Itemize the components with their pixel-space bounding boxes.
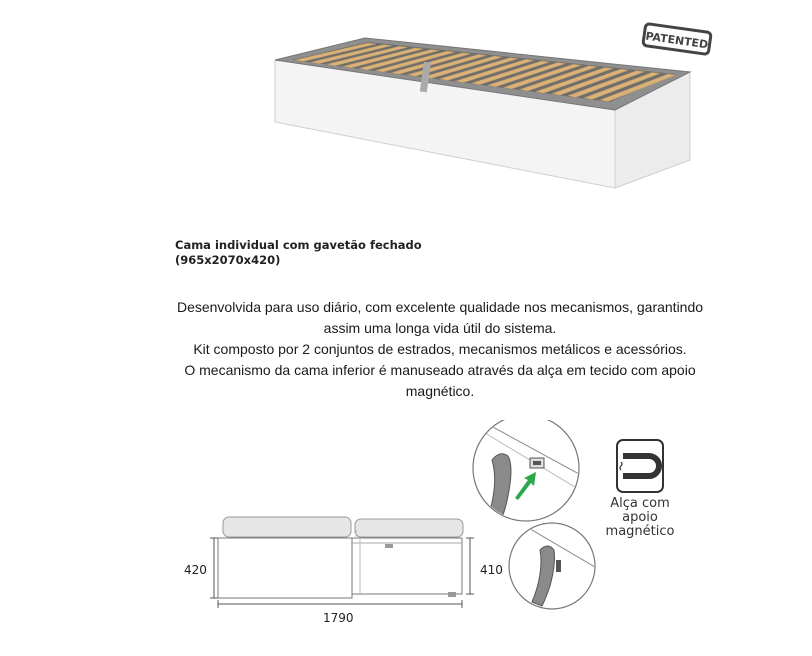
strap-detail-top: [473, 420, 590, 526]
strap-detail-bottom: [509, 520, 600, 609]
product-description: [140, 297, 740, 402]
description-line: Kit composto por 2 conjuntos de estrados, mecanismos metálicos e acessórios.: [193, 341, 687, 357]
description-line: Desenvolvida para uso diário, com excelente qualidade nos mecanismos, garantindo: [176, 299, 704, 315]
height-left-label: 420: [184, 563, 207, 577]
magnet-label-line-2: apoio: [622, 510, 658, 525]
description-line: O mecanismo da cama inferior é manuseado através da alça em tecido com apoio: [184, 362, 696, 378]
description-line: assim uma longa vida útil do sistema.: [323, 320, 557, 336]
description-line: magnético.: [405, 383, 475, 399]
technical-drawing: [180, 420, 700, 640]
svg-text:PATENTED: PATENTED: [644, 29, 709, 52]
caption-title: Cama individual com gavetão fechado: [175, 238, 422, 252]
magnet-label-line-3: magnético: [605, 524, 675, 539]
height-right-label: 410: [480, 563, 503, 577]
patented-stamp: [640, 20, 714, 58]
caption-dimensions: (965x2070x420): [175, 253, 281, 267]
product-caption: [175, 238, 422, 268]
bed-elevation: [218, 517, 463, 598]
magnet-icon: [617, 440, 663, 492]
magnet-label-line-1: Alça com: [610, 496, 670, 511]
width-label: 1790: [323, 611, 354, 625]
